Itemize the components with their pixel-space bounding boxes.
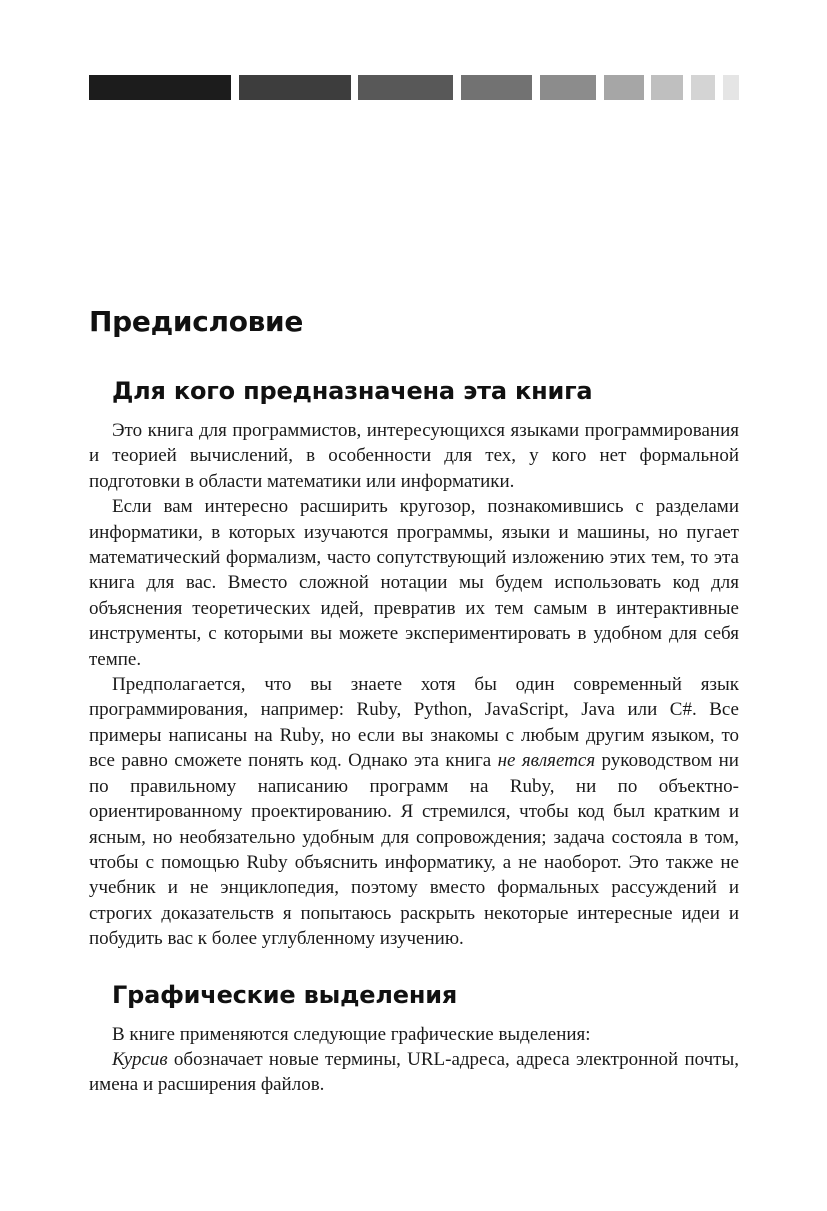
paragraph-audience-3-end: руководством ни по правильному написанию программ на Ruby, ни по объектно-ориентированному проектированию. Я стремился, чтобы код был кратким и ясным, но необязательно удобным для сопровождения; задача состояла в том, чтобы с помощью Ruby объяснить информатику, а не наоборот. Это также не учебник и не энциклопедия, поэтому вместо формальных рассуждений и строгих доказательств я попытаюсь раскрыть некоторые интересные идеи и побудить вас к более углубленному изучению. [89,750,739,950]
header-band-4 [461,75,532,100]
paragraph-audience-3-start: Предполагается, что вы знаете хотя бы один современный язык программирования, например: Ruby, Python, JavaScript, Java или C#. Все примеры написаны на Ruby, но если вы знакомы с любым другим языком, то все равно сможете понять код. Однако эта книга [89,674,739,772]
header-band-8 [691,75,715,100]
section-heading-typography: Графические выделения [112,980,458,1009]
section-heading-audience: Для кого предназначена эта книга [112,377,593,405]
page-content [89,300,739,1098]
chapter-title: Предисловие [89,305,304,338]
paragraph-typography-2 [89,1047,739,1098]
header-band-2 [239,75,351,100]
paragraph-typography-1: В книге применяются следующие графические выделения: [112,1023,591,1045]
header-band-1 [89,75,231,100]
header-band-3 [358,75,453,100]
emphasis-italic-term: Курсив [112,1048,168,1070]
paragraph-audience-2: Если вам интересно расширить кругозор, познакомившись с разделами информатики, в которых изучаются программы, языки и машины, но пугает математический формализм, часто сопутствующий изложению этих тем, то эта книга для вас. Вместо сложной нотации мы будем использовать код для объяснения теоретических идей, превратив их тем самым в интерактивные инструменты, с которыми вы можете экспериментировать в удобном для себя темпе. [89,496,739,670]
header-band-9 [723,75,739,100]
paragraph-typography-2-end: обозначает новые термины, URL-адреса, адреса электронной почты, имена и расширения файлов. [89,1048,739,1096]
header-band-6 [604,75,644,100]
paragraph-audience-3 [89,672,739,951]
paragraph-audience-1: Это книга для программистов, интересующихся языками программирования и теорией вычислений, в особенности для тех, у кого нет формальной подготовки в области математики или информатики. [89,420,739,492]
emphasis-not-is: не является [497,750,596,772]
header-band-7 [651,75,683,100]
header-band-5 [540,75,596,100]
